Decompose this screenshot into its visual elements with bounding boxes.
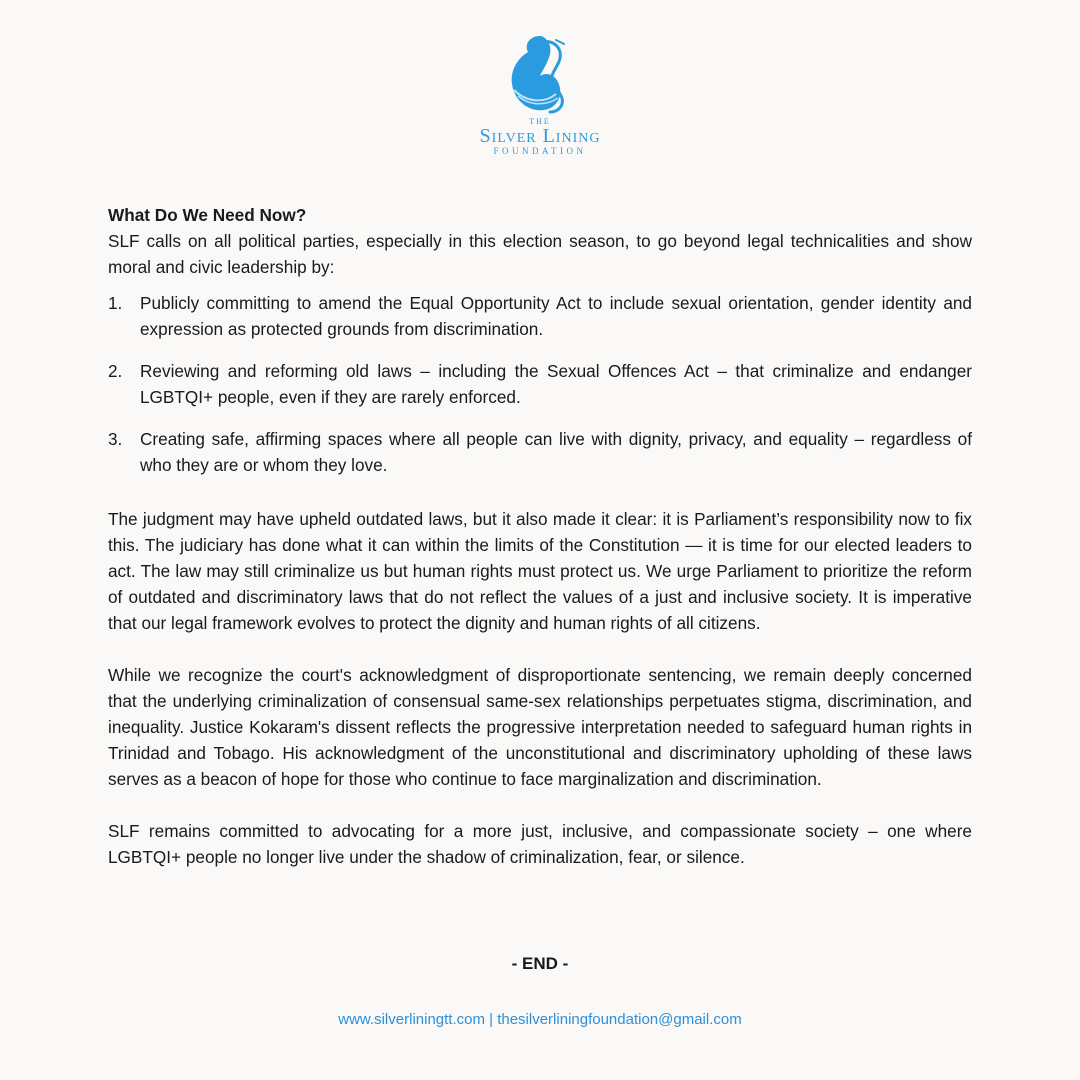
logo-the-text: THE	[529, 117, 551, 126]
end-marker: - END -	[511, 954, 569, 973]
paragraph-judgment: The judgment may have upheld outdated laws, but it also made it clear: it is Parliament’s responsibility now to fix this. The judiciary has done what it can within the limits of the Constitution — it is time for our elected leaders to act. The law may still criminalize us but human rights must protect us. We urge Parliament to prioritize the reform of outdated and discriminatory laws that do not reflect the values of a just and inclusive society. It is imperative that our legal framework evolves to protect the dignity and human rights of all citizens.	[108, 509, 972, 633]
footer-contact[interactable]: www.silverliningtt.com | thesilverliningfoundation@gmail.com	[338, 1011, 742, 1028]
paragraph-commitment: SLF remains committed to advocating for a more just, inclusive, and compassionate society – one where LGBTQI+ people no longer live under the shadow of criminalization, fear, or silence.	[108, 821, 972, 867]
list-item-text: Publicly committing to amend the Equal Opportunity Act to include sexual orientation, gender identity and expression as protected grounds from discrimination.	[140, 293, 972, 339]
foundation-logo	[440, 32, 640, 160]
list-item	[108, 358, 972, 410]
list-number: 3.	[108, 429, 123, 449]
list-item-text: Reviewing and reforming old laws – including the Sexual Offences Act – that criminalize and endanger LGBTQI+ people, even if they are rarely enforced.	[140, 361, 972, 407]
list-item	[108, 426, 972, 478]
list-item	[108, 290, 972, 342]
swan-icon	[500, 32, 580, 116]
statement-body	[108, 202, 972, 870]
action-list	[108, 290, 972, 478]
logo-name-text: Silver Lining	[479, 125, 601, 147]
list-number: 1.	[108, 293, 123, 313]
section-intro: SLF calls on all political parties, especially in this election season, to go beyond legal technicalities and show moral and civic leadership by:	[108, 231, 972, 277]
logo-foundation-text: FOUNDATION	[493, 146, 587, 156]
list-number: 2.	[108, 361, 123, 381]
list-item-text: Creating safe, affirming spaces where all people can live with dignity, privacy, and equality – regardless of who they are or whom they love.	[140, 429, 972, 475]
paragraph-concern: While we recognize the court's acknowledgment of disproportionate sentencing, we remain deeply concerned that the underlying criminalization of consensual same-sex relationships perpetuates stigma, discrimination, and inequality. Justice Kokaram's dissent reflects the progressive interpretation needed to safeguard human rights in Trinidad and Tobago. His acknowledgment of the unconstitutional and discriminatory upholding of these laws serves as a beacon of hope for those who continue to face marginalization and discrimination.	[108, 665, 972, 789]
section-heading: What Do We Need Now?	[108, 205, 307, 225]
